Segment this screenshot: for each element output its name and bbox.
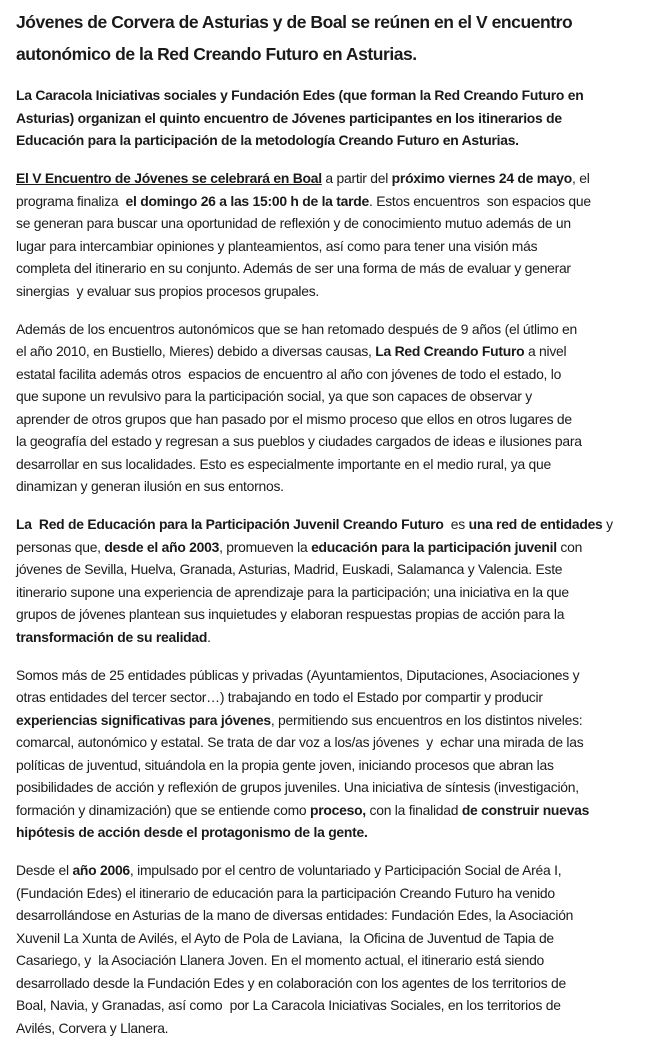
text-line <box>16 257 646 280</box>
document-page <box>16 6 646 1055</box>
text-line <box>16 318 646 341</box>
document-title <box>16 6 646 70</box>
text-run: Xuvenil La Xunta de Avilés, el Ayto de Pola de Laviana, la Oficina de Juventud de Tapia de <box>16 929 554 946</box>
text-run: posibilidades de acción y reflexión de grupos juveniles. Una iniciativa de síntesis (investigación, <box>16 779 579 795</box>
title-line: autonómico de la Red Creando Futuro en Asturias. <box>16 44 417 64</box>
paragraph <box>16 167 646 302</box>
text-line <box>16 799 646 822</box>
text-line <box>16 994 646 1017</box>
bold-text: próximo viernes 24 de mayo <box>391 170 573 186</box>
text-run: aprender de otros grupos que han pasado por el mismo proceso que ellos en otros lugares de <box>16 410 572 427</box>
text-line <box>16 731 646 754</box>
text-line <box>16 340 646 363</box>
text-run: estatal facilita además otros espacios de encuentro al año con jóvenes de todo el estado, lo <box>16 365 562 382</box>
text-run: . <box>207 628 211 645</box>
text-run: itinerario supone una experiencia de aprendizaje para la participación; una iniciativa en la que <box>16 583 569 600</box>
text-line <box>16 235 646 258</box>
bold-text: una red de entidades <box>468 516 603 532</box>
paragraph <box>16 318 646 498</box>
bold-text: La Caracola Iniciativas sociales y Fundación Edes (que forman la Red Creando Futuro en <box>16 87 584 103</box>
text-run: otras entidades del tercer sector…) trabajando en todo el Estado por compartir y producir <box>16 689 543 705</box>
text-run: , impulsado por el centro de voluntariado y Participación Social de Aréa I, <box>129 862 562 878</box>
text-line <box>16 821 646 844</box>
text-run: Casariego, y la Asociación Llanera Joven. En el momento actual, el itinerario está siendo <box>16 952 545 968</box>
text-run: el año 2010, en Bustiello, Mieres) debido a diversas causas, <box>16 343 376 359</box>
text-run: Somos más de 25 entidades públicas y privadas (Ayuntamientos, Diputaciones, Asociaciones y <box>16 666 580 683</box>
text-line <box>16 776 646 799</box>
text-line <box>16 1017 646 1040</box>
bold-text: hipótesis de acción desde el protagonismo de la gente. <box>16 824 368 840</box>
text-line <box>16 664 646 687</box>
text-line <box>16 754 646 777</box>
text-run: desarrollándose en Asturias de la mano de diversas entidades: Fundación Edes, la Asociación <box>16 907 574 923</box>
text-line <box>16 107 646 130</box>
text-run: políticas de juventud, situándola en la propia gente joven, iniciando procesos que abran las <box>16 756 554 773</box>
text-run: personas que, <box>16 538 105 555</box>
text-line <box>16 859 646 882</box>
text-line <box>16 513 646 536</box>
text-line <box>16 686 646 709</box>
underlined-bold-text: El V Encuentro de Jóvenes se celebrará en Boal <box>16 170 322 186</box>
text-run: Además de los encuentros autonómicos que se han retomado después de 9 años (el útlimo en <box>16 320 577 337</box>
text-line <box>16 385 646 408</box>
text-run: , promueven la <box>219 538 312 555</box>
bold-text: proceso, <box>310 801 366 818</box>
paragraph <box>16 859 646 1039</box>
title-line: Jóvenes de Corvera de Asturias y de Boal se reúnen en el V encuentro <box>16 12 573 32</box>
text-run: jóvenes de Sevilla, Huelva, Granada, Asturias, Madrid, Euskadi, Salamanca y Valencia. Este <box>16 561 563 577</box>
text-line <box>16 949 646 972</box>
text-line <box>16 475 646 498</box>
bold-text: el domingo 26 a las 15:00 h de la tarde <box>125 192 369 209</box>
text-run: programa finaliza <box>16 192 126 209</box>
text-line <box>16 972 646 995</box>
text-line <box>16 430 646 453</box>
text-run: formación y dinamización) que se entiende como <box>16 801 311 818</box>
text-run: comarcal, autonómico y estatal. Se trata de dar voz a los/as jóvenes y echar una mirada de las <box>16 734 584 750</box>
bold-text: Asturias) organizan el quinto encuentro de Jóvenes participantes en los itinerarios de <box>16 109 562 126</box>
text-line <box>16 581 646 604</box>
text-run: sinergias y evaluar sus propios procesos grupales. <box>16 282 320 299</box>
paragraph <box>16 664 646 844</box>
text-run: grupos de jóvenes plantean sus inquietudes y elaboran respuestas propias de acción para la <box>16 606 565 622</box>
text-line <box>16 882 646 905</box>
text-run: lugar para intercambiar opiniones y planteamientos, así como para tener una visión más <box>16 237 538 254</box>
text-line <box>16 190 646 213</box>
text-line <box>16 709 646 732</box>
text-run: es <box>443 516 469 532</box>
text-line <box>16 212 646 235</box>
text-run: Avilés, Corvera y Llanera. <box>16 1019 169 1036</box>
bold-text: La Red de Educación para la Participación Juvenil Creando Futuro <box>16 516 444 532</box>
text-line <box>16 453 646 476</box>
bold-text: desde el año 2003 <box>104 538 220 555</box>
text-run: con <box>556 538 583 555</box>
text-line <box>16 129 646 152</box>
text-run: a nivel <box>524 343 567 359</box>
paragraph <box>16 84 646 152</box>
bold-text: educación para la participación juvenil <box>311 538 557 555</box>
paragraph <box>16 513 646 648</box>
bold-text: transformación de su realidad <box>16 628 208 645</box>
text-line <box>16 626 646 649</box>
bold-text: de construir nuevas <box>461 801 590 818</box>
bold-text: experiencias significativas para jóvenes <box>16 711 271 728</box>
text-line <box>16 904 646 927</box>
text-line <box>16 363 646 386</box>
text-run: , el <box>572 170 590 186</box>
bold-text: año 2006 <box>72 862 130 878</box>
text-run: Boal, Navia, y Granadas, así como por La Caracola Iniciativas Sociales, en los territorios de <box>16 997 561 1013</box>
text-line <box>16 927 646 950</box>
text-run: dinamizan y generan ilusión en sus entornos. <box>16 478 284 494</box>
bold-text: La Red Creando Futuro <box>375 343 525 359</box>
text-line <box>16 167 646 190</box>
text-run: desarrollado desde la Fundación Edes y en colaboración con los agentes de los territorios de <box>16 974 566 991</box>
text-run: . Estos encuentros son espacios que <box>368 192 591 209</box>
text-run: y <box>602 516 613 532</box>
text-run: (Fundación Edes) el itinerario de educación para la participación Creando Futuro ha venido <box>16 884 555 901</box>
text-line <box>16 536 646 559</box>
text-run: completa del itinerario en su conjunto. Además de ser una forma de más de evaluar y generar <box>16 260 571 276</box>
text-line <box>16 408 646 431</box>
text-line <box>16 558 646 581</box>
text-run: , permitiendo sus encuentros en los distintos niveles: <box>270 711 583 728</box>
text-run: a partir del <box>321 170 392 186</box>
text-run: Desde el <box>16 862 73 878</box>
text-run: desarrollar en sus localidades. Esto es especialmente importante en el medio rural, ya que <box>16 455 551 472</box>
text-run: con la finalidad <box>365 801 462 818</box>
text-run: que supone un revulsivo para la participación social, ya que son capaces de observar y <box>16 388 532 404</box>
text-line <box>16 603 646 626</box>
text-run: se generan para buscar una oportunidad de reflexión y de conocimiento mutuo además de un <box>16 215 571 231</box>
text-run: la geografía del estado y regresan a sus pueblos y ciudades cargados de ideas e ilusiones para <box>16 433 582 449</box>
document-body <box>16 84 646 1039</box>
text-line <box>16 280 646 303</box>
text-line <box>16 84 646 107</box>
bold-text: Educación para la participación de la metodología Creando Futuro en Asturias. <box>16 132 519 148</box>
